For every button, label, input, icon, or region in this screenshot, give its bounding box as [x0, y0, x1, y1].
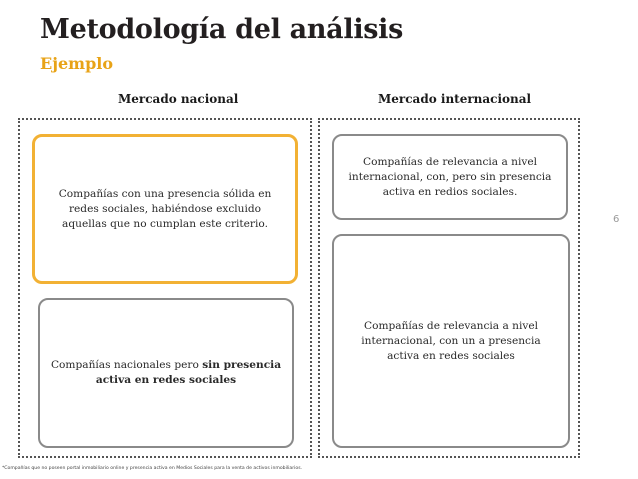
footnote: *Compañías que no poseen portal inmobiliario online y presencia activa en Medios Sociales para la venta de activos inmobiliarios.	[2, 466, 303, 471]
national-no-presence-text	[50, 358, 282, 388]
page-number: 6	[613, 214, 620, 225]
page-title: Metodología del análisis	[40, 14, 404, 45]
national-no-presence-plain: Compañías nacionales pero	[50, 359, 203, 371]
national-solid-presence-text: Compañías con una presencia sólida en redes sociales, habiéndose excluido aquellas que no cumplan este criterio.	[58, 187, 272, 230]
international-no-presence-box	[332, 134, 568, 220]
national-solid-presence-box	[32, 134, 298, 284]
page-subtitle: Ejemplo	[40, 54, 114, 73]
international-no-presence-text: Compañías de relevancia a nivel internacional, con, pero sin presencia activa en redios sociales.	[348, 155, 552, 198]
column-heading-national: Mercado nacional	[118, 92, 239, 106]
column-heading-international: Mercado internacional	[378, 92, 532, 106]
international-active-presence-text: Compañías de relevancia a nivel internacional, con un a presencia activa en redes sociales	[361, 319, 541, 362]
national-no-presence-box	[38, 298, 294, 448]
national-no-presence-bold: sin presencia activa en redes sociales	[95, 359, 282, 386]
international-active-presence-box	[332, 234, 570, 448]
